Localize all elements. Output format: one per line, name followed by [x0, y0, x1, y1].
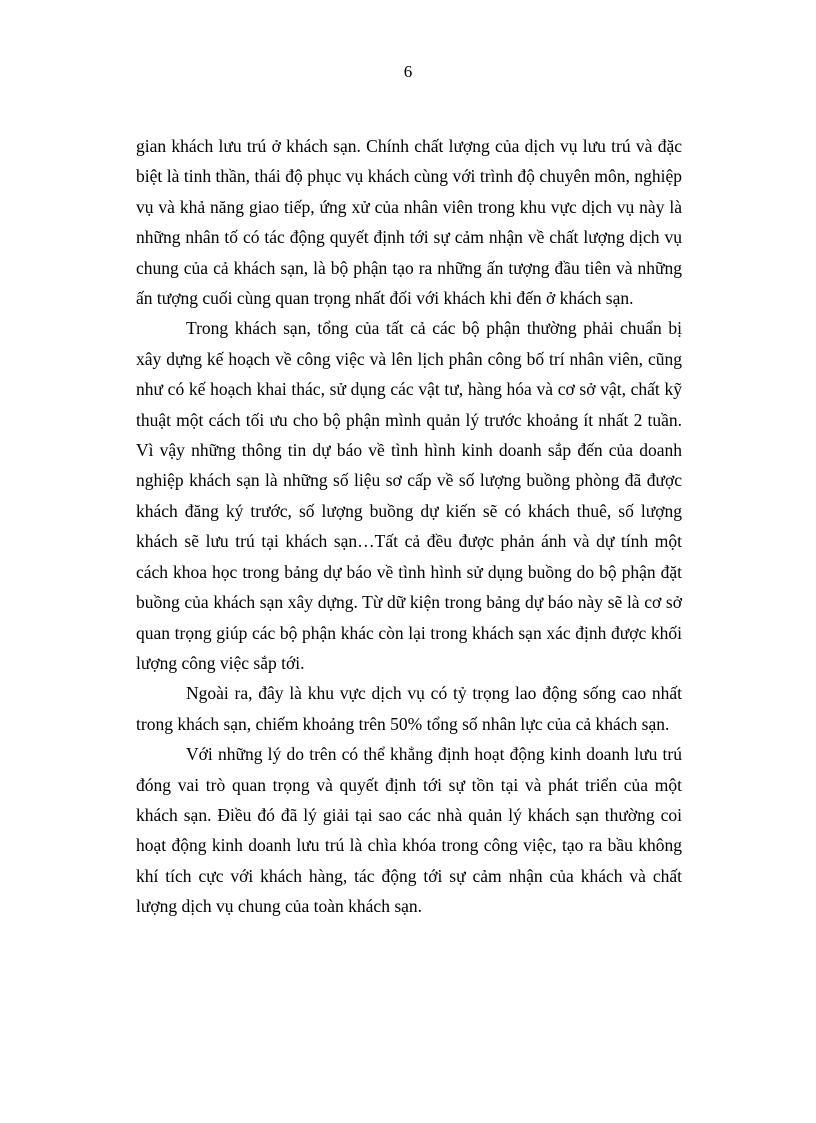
paragraph-conclusion: Với những lý do trên có thể khẳng định hoạt động kinh doanh lưu trú đóng vai trò quan trọng và quyết định tới sự tồn tại và phát triển của một khách sạn. Điều đó đã lý giải tại sao các nhà quản lý khách sạn thường coi hoạt động kinh doanh lưu trú là chìa khóa trong công việc, tạo ra bầu không khí tích cực với khách hàng, tác động tới sự cảm nhận của khách và chất lượng dịch vụ chung của toàn khách sạn. — [136, 744, 682, 917]
paragraph-planning: Trong khách sạn, tổng của tất cả các bộ phận thường phải chuẩn bị xây dựng kế hoạch về công việc và lên lịch phân công bố trí nhân viên, cũng như có kế hoạch khai thác, sử dụng các vật tư, hàng hóa và cơ sở vật, chất kỹ thuật một cách tối ưu cho bộ phận mình quản lý trước khoảng ít nhất 2 tuần. Vì vậy những thông tin dự báo về tình hình kinh doanh sắp đến của doanh nghiệp khách sạn là những số liệu sơ cấp về số lượng buồng phòng đã được khách đăng ký trước, số lượng buồng dự kiến sẽ có khách thuê, số lượng khách sẽ lưu trú tại khách sạn…Tất cả đều được phản ánh và dự tính một cách khoa học trong bảng dự báo về tình hình sử dụng buồng do bộ phận đặt buồng của khách sạn xây dựng. Từ dữ kiện trong bảng dự báo này sẽ là cơ sở quan trọng giúp các bộ phận khác còn lại trong khách sạn xác định được khối lượng công việc sắp tới. — [136, 318, 682, 673]
paragraph-continued: gian khách lưu trú ở khách sạn. Chính chất lượng của dịch vụ lưu trú và đặc biệt là tinh thần, thái độ phục vụ khách cùng với trình độ chuyên môn, nghiệp vụ và khả năng giao tiếp, ứng xử của nhân viên trong khu vực dịch vụ này là những nhân tố có tác động quyết định tới sự cảm nhận về chất lượng dịch vụ chung của cả khách sạn, là bộ phận tạo ra những ấn tượng đầu tiên và những ấn tượng cuối cùng quan trọng nhất đối với khách khi đến ở khách sạn. — [136, 136, 682, 309]
paragraph-labor: Ngoài ra, đây là khu vực dịch vụ có tỷ trọng lao động sống cao nhất trong khách sạn, chiếm khoảng trên 50% tổng số nhân lực của cả khách sạn. — [136, 683, 682, 734]
page-number: 6 — [403, 62, 413, 81]
body-text — [136, 131, 682, 922]
